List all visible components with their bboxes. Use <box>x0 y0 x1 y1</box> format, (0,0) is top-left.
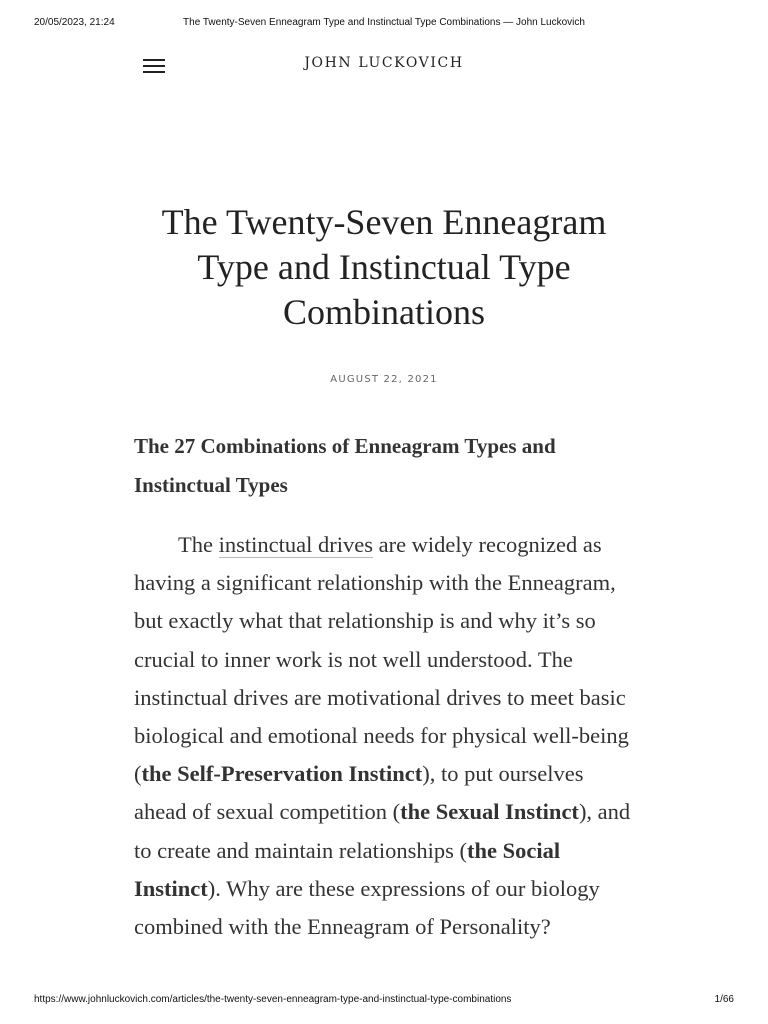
article-date: AUGUST 22, 2021 <box>330 374 438 385</box>
site-header <box>0 52 768 78</box>
menu-line <box>143 71 165 73</box>
print-header <box>34 17 734 31</box>
print-footer <box>34 994 734 1008</box>
instinctual-drives-link[interactable]: instinctual drives <box>218 532 373 557</box>
print-page-number: 1/66 <box>714 994 734 1005</box>
sexual-instinct-text: the Sexual Instinct <box>400 799 579 825</box>
site-title-link[interactable]: JOHN LUCKOVICH <box>304 55 464 71</box>
social-instinct-text: the Social Instinct <box>134 837 561 901</box>
paragraph-text: ), and to create and maintain relationships ( <box>134 799 631 863</box>
paragraph-text: The <box>178 532 219 557</box>
article-paragraph <box>134 526 639 946</box>
self-preservation-instinct-text: the Self-Preservation Instinct <box>141 761 423 787</box>
paragraph-text: ). Why are these expressions of our biology combined with the Enneagram of Personality? <box>134 875 600 940</box>
print-page-title: The Twenty-Seven Enneagram Type and Instinctual Type Combinations — John Luckovich <box>183 17 585 28</box>
article-title: The Twenty-Seven Enneagram Type and Instinctual Type Combinations <box>161 202 607 332</box>
print-url: https://www.johnluckovich.com/articles/the-twenty-seven-enneagram-type-and-instinctual-type-combinations <box>34 994 512 1005</box>
paragraph-text: ), to put ourselves ahead of sexual competition ( <box>134 761 584 825</box>
print-datetime: 20/05/2023, 21:24 <box>34 17 115 28</box>
section-heading: The 27 Combinations of Enneagram Types and Instinctual Types <box>134 434 556 497</box>
paragraph-text: are widely recognized as having a significant relationship with the Enneagram, but exactly what that relationship is and why it’s so crucial to inner work is not well understood. The instinctual drives are motivational drives to meet basic biological and emotional needs for physical well-being ( <box>134 532 629 787</box>
